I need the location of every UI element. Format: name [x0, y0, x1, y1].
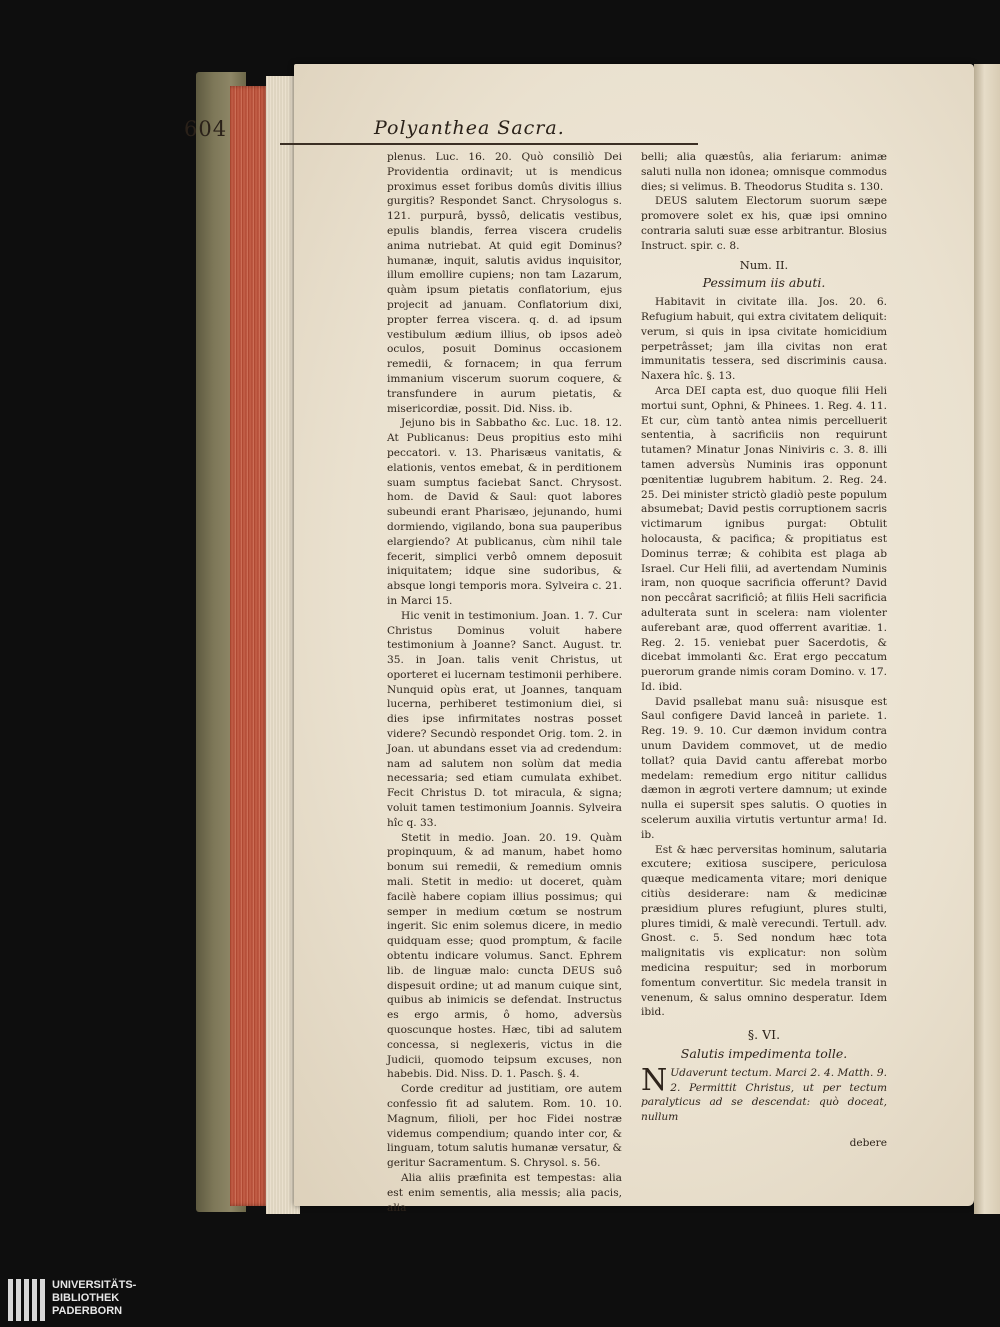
- text-paragraph: Hic venit in testimonium. Joan. 1. 7. Cur Christus Dominus voluit habere testimonium à Joanne? Sanct. August. tr. 35. in Joan. talis venit Christus, ut oporteret ei lucernam testimonii perhibere. Nunquid opùs erat, ut Joannes, tanquam lucerna, perhiberet testimonium diei, si dies ipse infirmitates nostras posset videre? Secundò respondet Orig. tom. 2. in Joan. ut abundans esset via ad credendum: nam ad salutem non solùm dat media necessaria; sed etiam cumulata exhibet. Fecit Christus D. tot miracula, & signa; voluit tamen testimonium Joannis. Sylveira hîc q. 33.: [387, 609, 622, 829]
- text-paragraph: Stetit in medio. Joan. 20. 19. Quàm propinquum, & ad manum, habet homo bonum sui remedii, & remedium omnis mali. Stetit in medio: ut doceret, quàm facilè habere copiam illius possimus; qui semper in medium cœtum se nostrum ingerit. Sic enim solemus dicere, in medio quidquam esse; quod promptum, & facile obtentu indicare volumus. Sanct. Ephrem lib. de linguæ malo: cuncta DEUS suô dispesuit ordine; ut ad manum cuique sint, quibus ab inimicis se defendat. Instructus es ergo armis, ô homo, adversùs quoscunque hostes. Hæc, tibi ad salutem concessa, si neglexeris, victus in die Judicii, quomodo teipsum excuses, non habebis. Did. Niss. D. 1. Pasch. §. 4.: [387, 831, 622, 1081]
- section-title: Salutis impedimenta tolle.: [680, 1046, 848, 1062]
- text-paragraph: Habitavit in civitate illa. Jos. 20. 6. Refugium habuit, qui extra civitatem deliquit: verum, si quis in ipsa civitate homicidium perpetrâsset; jam illa civitas non erat immunitatis tessera, sed discriminis causa. Naxera hîc. §. 13.: [641, 296, 887, 383]
- final-paragraph-text: Udaverunt tectum. Marci 2. 4. Matth. 9. 2. Permittit Christus, ut per tectum paralyticus ad se descendat: quò doceat, nullum: [641, 1066, 887, 1124]
- library-name-line: PADERBORN: [52, 1305, 123, 1317]
- text-paragraph: Corde creditur ad justitiam, ore autem confessio fit ad salutem. Rom. 10. 10. Magnum, filioli, per hoc Fidei nostræ videmus compendium; quando inter cor, & linguam, totum salutis humanæ versatur, & geritur Sacramentum. S. Chrysol. s. 56.: [387, 1083, 622, 1170]
- text-paragraph: plenus. Luc. 16. 20. Quò consiliò Dei Providentia ordinavit; ut is mendicus proximus esset foribus domûs divitis illius gurgitis? Respondet Sanct. Chrysologus s. 121. purpurâ, byssô, delicatis vestibus, epulis blandis, ferrea viscera crudelis anima nutriebat. At quid egit Dominus? humanæ, inquit, salutis avidus inquisitor, illum emollire cupiens; non tam Lazarum, quàm ipsum pietatis conflatorium, ejus projecit ad januam. Conflatorium dixi, propter ferrea viscera. q. d. ad ipsum vestibulum ædium illius, ob ipsos adeò oculos, posuit Dominus occasionem remedii, & fornacem; in qua ferrum immanium viscerum suorum coquere, & transfundere in aurum pietatis, & misericordiæ, possit. Did. Niss. ib.: [387, 151, 622, 415]
- running-title: Polyanthea Sacra.: [374, 117, 565, 139]
- library-name-line: UNIVERSITÄTS-: [52, 1279, 137, 1291]
- library-name-line: BIBLIOTHEK: [52, 1292, 120, 1304]
- catchword: debere: [849, 1136, 887, 1149]
- text-paragraph: Est & hæc perversitas hominum, salutaria excutere; exitiosa suscipere, periculosa quæque medicamenta vitare; mori denique citiùs desiderare: nam & medicinæ præsidium plures refugiunt, plures stulti, plures timidi, & malè verecundi. Tertull. adv. Gnost. c. 5. Sed nondum hæc tota malignitatis vis explicatur: non solùm medicina respuitur; sed in morborum fomentum convertitur. Sic medela transit in venenum, & salus omnino desperatur. Idem ibid.: [641, 843, 887, 1019]
- final-paragraph: [641, 1062, 887, 1125]
- section-mark: §. VI.: [747, 1027, 781, 1043]
- library-footer: [0, 1277, 1000, 1327]
- library-name: [52, 1279, 136, 1318]
- text-paragraph: Arca DEI capta est, duo quoque filii Heli mortui sunt, Ophni, & Phinees. 1. Reg. 4. 11. Et cur, cùm tantò antea nimis percelluerit sententia, à sacrificiis non requirunt tutamen? Minatur Jonas Niniviris c. 3. 8. illi tamen adversùs Numinis iras opponunt pœnitentiæ lugubrem habitum. 2. Reg. 24. 25. Dei minister strictò gladiò peste populum absumebat; David pestis corruptionem sacris victimarum ignibus purgat: Obtulit holocausta, & pacifica; & propitiatus est Dominus terræ; & cohibita est plaga ab Israel. Cur Heli filii, ad avertendam Numinis iram, non quoque sacrificia offerunt? David non peccârat sacrificiô; at filiis Heli sacrificia adulterata sunt in scelera: nam violenter auferebant aræ, quod offerrent avaritiæ. 1. Reg. 2. 15. veniebat puer Sacerdotis, & dicebat immolanti &c. Erat ergo peccatum puerorum grande nimis coram Domino. v. 17. Id. ibid.: [641, 384, 887, 693]
- right-text-column: [641, 150, 887, 1161]
- text-paragraph: DEUS salutem Electorum suorum sæpe promovere solet ex his, quæ ipsi omnino contraria saluti suæ esse arbitrantur. Blosius Instruct. spir. c. 8.: [641, 195, 887, 252]
- left-text-column: [387, 150, 622, 1215]
- drop-capital: N: [641, 1062, 668, 1098]
- text-paragraph: Alia aliis præfinita est tempestas: alia est enim sementis, alia messis; alia pacis, alia: [387, 1171, 622, 1214]
- page-number: 604: [184, 117, 228, 141]
- library-logo-icon: [6, 1279, 46, 1321]
- text-paragraph: belli; alia quæstûs, alia feriarum: animæ saluti nulla non idonea; omnisque commodus dies; si velimus. B. Theodorus Studita s. 130.: [641, 151, 887, 193]
- text-paragraph: David psallebat manu suâ: nisusque est Saul configere David lanceâ in pariete. 1. Reg. 19. 9. 10. Cur dæmon invidum contra unum Davidem commovet, ut de medio tollat? quia David cantu afferebat morbo medelam: remedium ergo nititur callidus dæmon in ægroti vertere damnum; ut exinde nulla ei supersit spes salutis. O quoties in scelerum auxilia virtutis vertuntur arma! Id. ib.: [641, 695, 887, 841]
- header-rule: [280, 143, 698, 145]
- page-header: [184, 117, 704, 147]
- num-heading: Num. II.: [739, 257, 789, 272]
- sub-heading: Pessimum iis abuti.: [702, 275, 826, 291]
- red-page-edge: [230, 86, 268, 1206]
- facing-page-edge: [974, 64, 1000, 1214]
- text-paragraph: Jejuno bis in Sabbatho &c. Luc. 18. 12. At Publicanus: Deus propitius esto mihi peccatori. v. 13. Pharisæus vanitatis, & elationis, ventos emebat, & in perditionem suam sumptus faciebat Sanct. Chrysost. hom. de David & Saul: quot labores subeundi erant Pharisæo, jejunando, humi dormiendo, vigilando, bona sua pauperibus elargiendo? At publicanus, cùm nihil tale fecerit, simplici verbô omnem deposuit iniquitatem; idque sine sudoribus, & absque longi temporis mora. Sylveira c. 21. in Marci 15.: [387, 417, 622, 607]
